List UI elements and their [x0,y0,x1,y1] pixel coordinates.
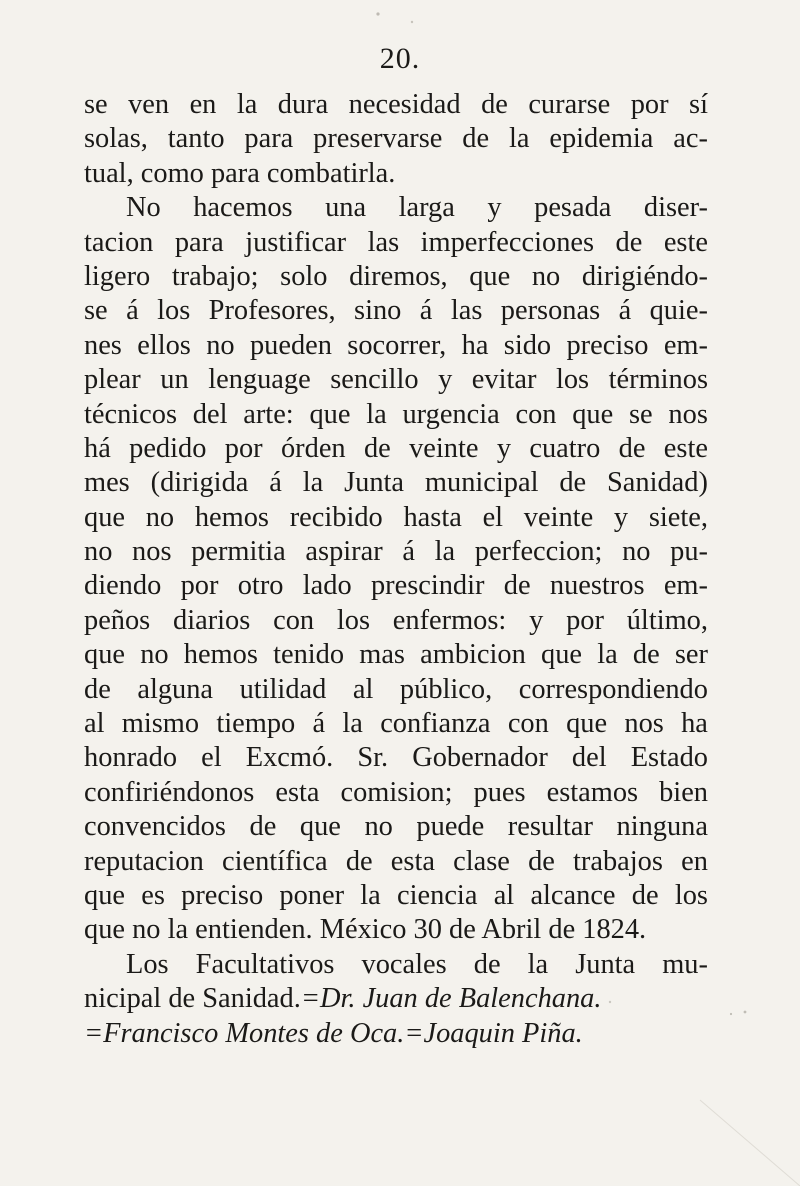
word: los [674,879,708,911]
word: enfermos: [392,604,507,636]
word: del [571,742,607,774]
word: y [496,432,512,464]
word: por [224,432,263,464]
word: las [450,295,483,327]
word: ambicion [420,639,526,671]
word: utilidad [239,673,327,705]
word: ninguna [616,811,708,843]
word: la [527,948,549,980]
word: No [126,192,161,224]
word: á [618,295,632,327]
text-line [84,673,708,707]
text-line [84,466,708,500]
text-line [84,398,708,432]
word: para [244,123,294,155]
word: el [201,742,222,774]
word: que [566,708,608,740]
text-line [84,432,708,466]
word: á [312,708,326,740]
word: ser [674,639,708,671]
word: convencidos [84,811,226,843]
word: nos [132,536,172,568]
word: curarse [528,89,611,120]
word: mes [84,467,130,499]
text-line [84,741,708,775]
word: honrado [84,742,178,774]
word: la [434,536,456,568]
word: se [84,295,108,327]
word: que [469,260,511,292]
text-line [84,810,708,844]
text-line [84,260,708,294]
word: veinte [523,501,594,533]
word: ellos [137,329,191,361]
word: se [629,398,653,430]
signature-names: =Dr. Juan de Balenchana. [300,983,602,1015]
word: del [192,398,228,430]
signature-line [84,1017,708,1051]
word: ligero [84,260,151,292]
word: que [84,501,125,533]
body-text [84,88,708,1051]
word: la [597,639,618,671]
word: los [336,604,371,636]
word: mas [359,639,405,671]
word: al [493,879,515,911]
word: y [613,501,629,533]
word: reputacion [84,845,204,877]
word: una [325,192,367,224]
word: á [419,295,433,327]
word: permitia [191,536,286,568]
word: en [681,845,708,877]
text-line [84,294,708,328]
word: á [126,295,139,327]
text-line: tual, como para combatirla. [84,157,396,189]
word: de [481,89,508,120]
word: tiempo [216,708,296,740]
word: al [84,708,105,740]
word: la [302,467,324,499]
word: hemos [194,501,269,533]
word: por [566,604,604,636]
word: nes [84,329,122,361]
word: el [482,501,504,533]
word: veinte [409,432,479,464]
word: epidemia [549,123,654,155]
word: pesada [534,192,612,224]
text-line [84,604,708,638]
word: há [84,432,111,464]
word: trabajos [573,845,663,877]
word: los [555,364,590,396]
word: evitar [471,364,537,396]
word: la [342,708,363,740]
text-line [84,501,708,535]
word: con [273,604,315,636]
word: imperfecciones [420,226,595,258]
word: las [367,226,400,258]
word: solas, [84,123,148,155]
word: recibido [289,501,383,533]
word: em- [663,570,708,602]
word: con [507,708,549,740]
word: bien [659,776,708,808]
word: municipal [424,467,539,499]
word: que [309,398,351,430]
word: puede [416,811,485,843]
word: sido [503,329,552,361]
word: nos [668,398,708,430]
word: es [141,879,165,911]
word: no [622,536,651,568]
word: de [503,570,531,602]
word: público, [399,673,493,705]
word: y [487,192,502,224]
word: aspirar [305,536,383,568]
word: lenguage [208,364,311,396]
word: cuatro [529,432,601,464]
word: Gobernador [412,742,548,774]
word: de [559,467,587,499]
text-line [84,363,708,397]
word: (dirigida [150,467,249,499]
word: comision; [340,776,453,808]
word: á [269,467,282,499]
word: diarios [173,604,251,636]
word: correspondiendo [518,673,708,705]
word: á [402,536,415,568]
word: solo [280,260,328,292]
text-line [84,948,708,982]
word: que [572,398,614,430]
word: la [508,123,530,155]
word: plear [84,364,141,396]
word: Excmó. [245,742,334,774]
word: hasta [403,501,462,533]
word: poner [279,879,345,911]
word: un [160,364,189,396]
word: último, [626,604,708,636]
text-line [84,879,708,913]
word: resultar [507,811,593,843]
word: preservarse [313,123,443,155]
word: no [145,501,175,533]
word: al [352,673,374,705]
word: ciencia [397,879,478,911]
word: pedido [129,432,207,464]
word: quie- [649,295,708,327]
word: por [630,89,669,120]
word: confiriéndonos [84,776,255,808]
word: no [206,329,235,361]
word: Junta [344,467,405,499]
word: prescindir [370,570,485,602]
word: no [84,536,113,568]
word: de [473,948,501,980]
word: diendo [84,570,162,602]
word: esta [390,845,435,877]
page-number: 20. [379,42,421,75]
word: necesidad [348,89,461,120]
word: Sr. [357,742,389,774]
word: de [632,639,660,671]
word: Estado [630,742,708,774]
word: diremos, [349,260,448,292]
word: ha [681,708,708,740]
word: peños [84,604,151,636]
word: se [84,89,108,120]
word: tenido [273,639,345,671]
text-line [84,569,708,603]
word: Los [126,948,169,980]
word: no [364,811,393,843]
word: hemos [183,639,258,671]
word: pueden [249,329,332,361]
word: socorrer, [347,329,447,361]
word: em- [663,329,708,361]
word: ac- [673,123,708,155]
word: de [84,673,111,705]
word: sencillo [330,364,419,396]
word: sino [354,295,402,327]
text-line: que no la entienden. México 30 de Abril de 1824. [84,914,647,946]
word: mu- [662,948,708,980]
word: por [180,570,219,602]
word: en [189,89,217,120]
text-line [84,191,708,225]
word: alguna [137,673,214,705]
word: de [631,879,659,911]
word: justificar [245,226,347,258]
word: de [615,226,643,258]
word: la [366,398,387,430]
text-line [84,776,708,810]
word: de [345,845,373,877]
text-line [84,88,708,122]
text-line [84,535,708,569]
word: técnicos [84,398,178,430]
word: tacion [84,226,154,258]
word: Junta [575,948,636,980]
word: Profesores, [208,295,336,327]
word: vocales [361,948,447,980]
word: que [84,639,125,671]
word: este [663,226,708,258]
word: ha [461,329,489,361]
word: trabajo; [171,260,259,292]
word: la [360,879,381,911]
word: no [140,639,169,671]
word: de [528,845,555,877]
text-line [84,226,708,260]
word: para [174,226,224,258]
word: estamos [546,776,639,808]
word: preciso [566,329,649,361]
word: clase [453,845,510,877]
word: pues [473,776,526,808]
word: mismo [121,708,200,740]
word: otro [237,570,284,602]
word: con [515,398,557,430]
text-line [84,845,708,879]
word: dura [277,89,329,120]
word: de [249,811,277,843]
text-line [84,122,708,156]
word: tanto [167,123,225,155]
text-line [84,329,708,363]
signature-roman-text: nicipal de Sanidad. [84,983,301,1015]
word: científica [222,845,328,877]
word: que [84,879,125,911]
word: no [531,260,561,292]
word: siete, [648,501,708,533]
word: de [363,432,391,464]
word: la [236,89,258,120]
word: personas [500,295,601,327]
word: perfeccion; [474,536,603,568]
word: que [299,811,341,843]
word: Facultativos [195,948,335,980]
word: dirigiéndo- [581,260,708,292]
word: Sanidad) [607,467,708,499]
word: los [157,295,191,327]
word: hacemos [193,192,293,224]
word: de [462,123,490,155]
word: larga [398,192,455,224]
word: preciso [181,879,264,911]
word: sí [689,89,708,120]
text-line [84,638,708,672]
word: lado [302,570,352,602]
word: diser- [643,192,708,224]
word: arte: [243,398,294,430]
signature-line [84,982,708,1016]
word: y [438,364,453,396]
word: pu- [670,536,708,568]
text-line [84,707,708,741]
word: confianza [380,708,491,740]
word: de [618,432,646,464]
word: términos [608,364,708,396]
word: nuestros [549,570,645,602]
word: urgencia [402,398,500,430]
word: ven [128,89,170,120]
signature-names: =Francisco Montes de Oca.=Joaquin Piña. [84,1017,583,1049]
word: este [663,432,708,464]
word: nos [624,708,664,740]
word: esta [275,776,320,808]
word: y [529,604,544,636]
word: que [541,639,582,671]
word: alcance [530,879,616,911]
word: órden [280,432,346,464]
